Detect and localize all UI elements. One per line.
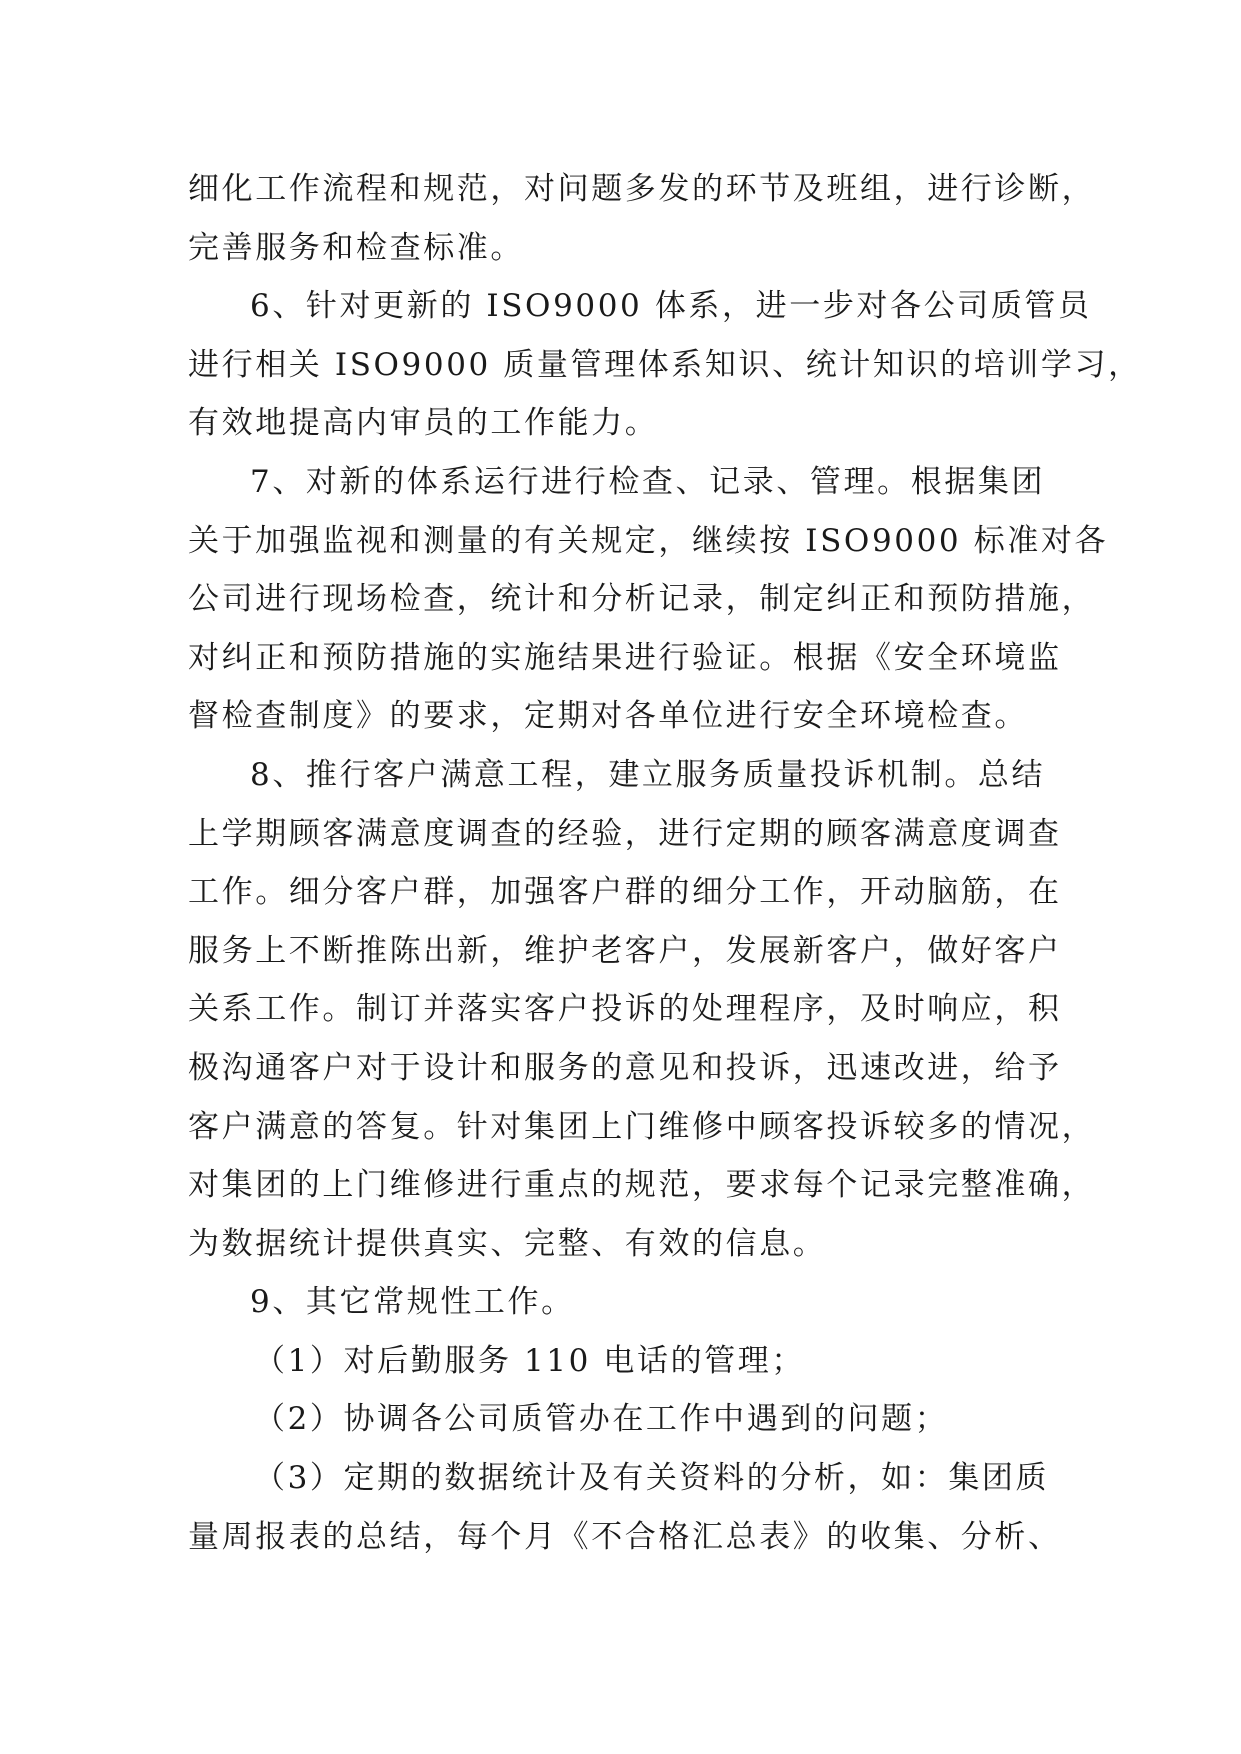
text-line: 对集团的上门维修进行重点的规范，要求每个记录完整准确， [188, 1167, 1096, 1204]
text-line: 服务上不断推陈出新，维护老客户，发展新客户，做好客户 [188, 932, 1062, 969]
text-line: 量周报表的总结，每个月《不合格汇总表》的收集、分析、 [188, 1518, 1062, 1555]
text-line: 细化工作流程和规范，对问题多发的环节及班组，进行诊断， [188, 171, 1096, 207]
text-line: 督检查制度》的要求，定期对各单位进行安全环境检查。 [188, 698, 1028, 735]
text-line: 进行相关 ISO9000 质量管理体系知识、统计知识的培训学习， [188, 346, 1142, 383]
paragraph-6-start: 6、针对更新的 ISO9000 体系，进一步对各公司质管员 [250, 288, 1092, 325]
sub-item-2: （2）协调各公司质管办在工作中遇到的问题； [254, 1401, 949, 1438]
text-line: 上学期顾客满意度调查的经验，进行定期的顾客满意度调查 [188, 815, 1062, 852]
text-line: 为数据统计提供真实、完整、有效的信息。 [188, 1225, 827, 1262]
text-line: 对纠正和预防措施的实施结果进行验证。根据《安全环境监 [188, 639, 1062, 676]
paragraph-8-start: 8、推行客户满意工程，建立服务质量投诉机制。总结 [250, 756, 1046, 793]
sub-item-1: （1）对后勤服务 110 电话的管理； [254, 1342, 805, 1379]
paragraph-9-start: 9、其它常规性工作。 [250, 1284, 575, 1321]
sub-item-3: （3）定期的数据统计及有关资料的分析，如：集团质 [254, 1460, 1050, 1497]
text-line: 完善服务和检查标准。 [188, 229, 524, 266]
text-line: 关于加强监视和测量的有关规定，继续按 ISO9000 标准对各 [188, 522, 1109, 559]
text-line: 极沟通客户对于设计和服务的意见和投诉，迅速改进，给予 [188, 1049, 1062, 1086]
text-line: 有效地提高内审员的工作能力。 [188, 405, 659, 442]
text-line: 关系工作。制订并落实客户投诉的处理程序，及时响应，积 [188, 991, 1062, 1028]
text-line: 工作。细分客户群，加强客户群的细分工作，开动脑筋，在 [188, 874, 1062, 911]
text-line: 公司进行现场检查，统计和分析记录，制定纠正和预防措施， [188, 581, 1096, 618]
paragraph-7-start: 7、对新的体系运行进行检查、记录、管理。根据集团 [250, 463, 1046, 500]
text-line: 客户满意的答复。针对集团上门维修中顾客投诉较多的情况， [188, 1108, 1096, 1145]
document-body [188, 160, 1142, 1566]
